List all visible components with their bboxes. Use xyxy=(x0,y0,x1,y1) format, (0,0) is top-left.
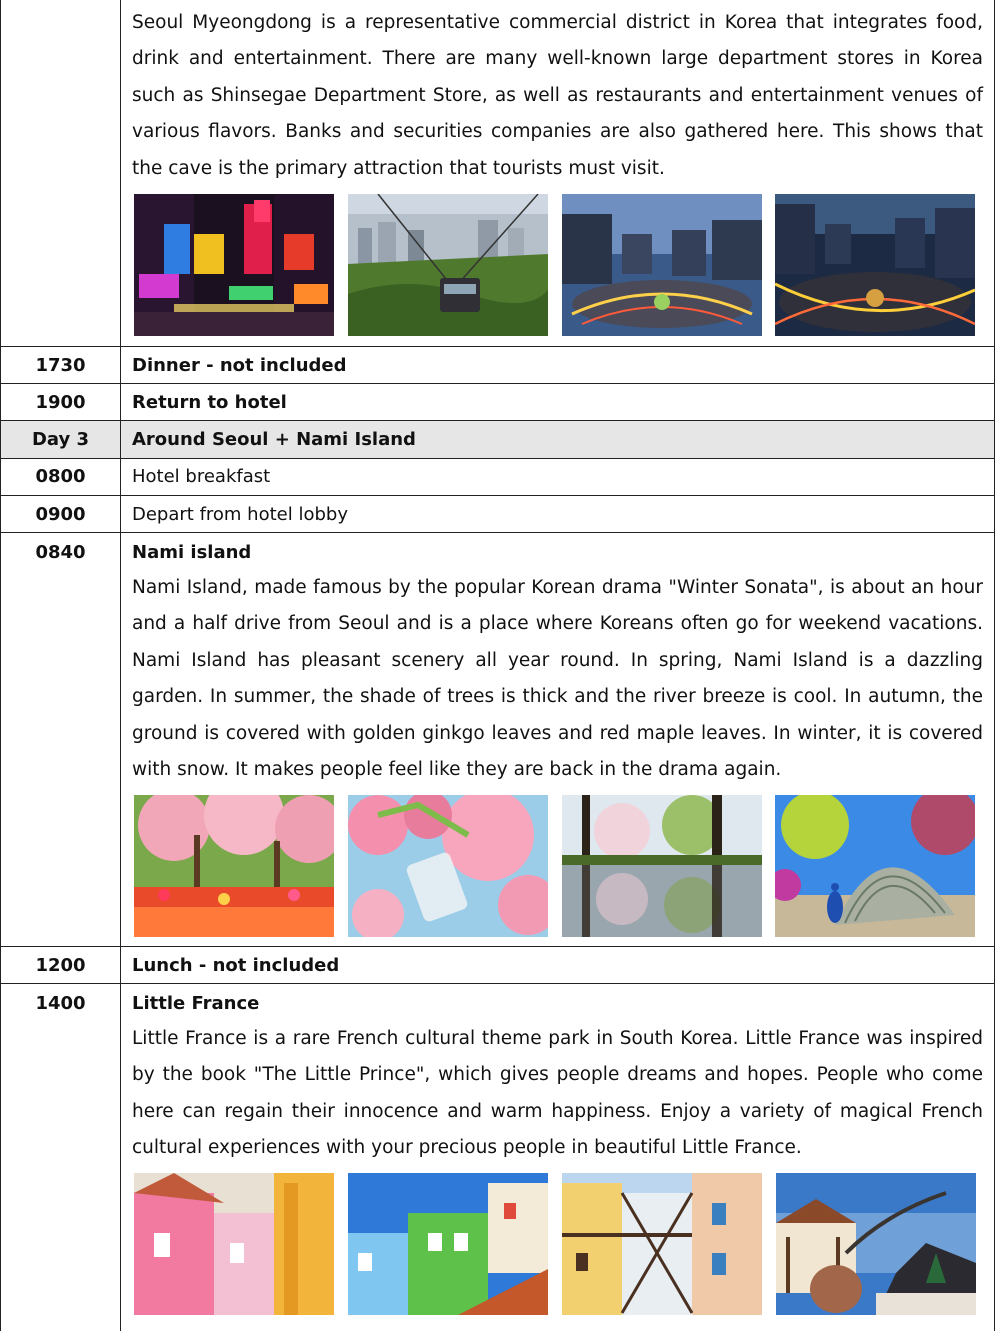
time-label: 1900 xyxy=(35,392,86,413)
pastel-houses-photo xyxy=(134,1173,334,1315)
column-divider xyxy=(120,0,121,1331)
colorful-facades-photo xyxy=(348,1173,548,1315)
time-label: 0900 xyxy=(35,504,86,525)
myeongdong-photos xyxy=(134,194,976,336)
france-description: Little France is a rare French cultural theme park in South Korea. Little France was inspired by the book "The Little Prince", which gives people dreams and hopes. People who come here can regain their innocence and warm happiness. Enjoy a variety of magical French cultural experiences with your precious people in beautiful Little France. xyxy=(132,1028,983,1159)
day-title: Around Seoul + Nami Island xyxy=(132,429,416,450)
row-nami-island xyxy=(0,533,995,947)
row-label: Return to hotel xyxy=(132,392,287,413)
section-title: Little France xyxy=(132,993,260,1014)
city-intersection-night-photo xyxy=(775,194,975,336)
time-label: 1400 xyxy=(35,993,86,1014)
table-left-border xyxy=(0,0,1,1331)
time-label: 0800 xyxy=(35,466,86,487)
row-label: Lunch - not included xyxy=(132,955,340,976)
row-label: Dinner - not included xyxy=(132,355,347,376)
city-intersection-dusk-photo xyxy=(562,194,762,336)
little-prince-statue-photo xyxy=(776,1173,976,1315)
neon-street-photo xyxy=(134,194,334,336)
section-title: Nami island xyxy=(132,542,252,563)
myeongdong-description: Seoul Myeongdong is a representative commercial district in Korea that integrates food, drink and entertainment. There are many well-known large department stores in Korea such as Shinsegae Department Store, as well as restaurants and entertainment venues of various flavors. Banks and securities companies are also gathered here. This shows that the cave is the primary attraction that tourists must visit. xyxy=(132,12,983,179)
row-return-hotel xyxy=(0,384,995,421)
day-label: Day 3 xyxy=(31,429,90,450)
row-little-france xyxy=(0,984,995,1331)
row-divider xyxy=(0,383,995,384)
row-divider xyxy=(0,495,995,496)
cable-car-photo xyxy=(348,194,548,336)
pink-blossom-closeup-photo xyxy=(348,795,548,937)
table-right-border xyxy=(994,0,995,1331)
row-depart xyxy=(0,495,995,533)
nami-photos xyxy=(134,795,976,937)
row-divider xyxy=(0,420,995,421)
row-lunch xyxy=(0,947,995,984)
row-divider xyxy=(0,532,995,533)
row-day3-header xyxy=(0,421,995,458)
row-divider xyxy=(0,946,995,947)
row-divider xyxy=(0,983,995,984)
nami-description: Nami Island, made famous by the popular Korean drama "Winter Sonata", is about an hour and a half drive from Seoul and is a place where Koreans often go for weekend vacations. Nami Island has pleasant scenery all year round. In spring, Nami Island is a dazzling garden. In summer, the shade of trees is thick and the river breeze is cool. In autumn, the ground is covered with golden ginkgo leaves and red maple leaves. In winter, it is covered with snow. It makes people feel like they are back in the drama again. xyxy=(132,577,983,781)
row-label: Depart from hotel lobby xyxy=(132,504,348,525)
row-divider xyxy=(0,346,995,347)
row-label: Hotel breakfast xyxy=(132,466,271,487)
france-photos xyxy=(134,1173,976,1315)
time-label: 0840 xyxy=(35,542,86,563)
row-breakfast xyxy=(0,458,995,495)
row-divider xyxy=(0,458,995,459)
row-dinner xyxy=(0,347,995,384)
half-timbered-houses-photo xyxy=(562,1173,762,1315)
time-label: 1730 xyxy=(35,355,86,376)
cherry-blossom-garden-photo xyxy=(134,795,334,937)
pond-reflection-photo xyxy=(562,795,762,937)
peacock-photo xyxy=(775,795,975,937)
row-myeongdong xyxy=(0,0,995,347)
time-label: 1200 xyxy=(35,955,86,976)
